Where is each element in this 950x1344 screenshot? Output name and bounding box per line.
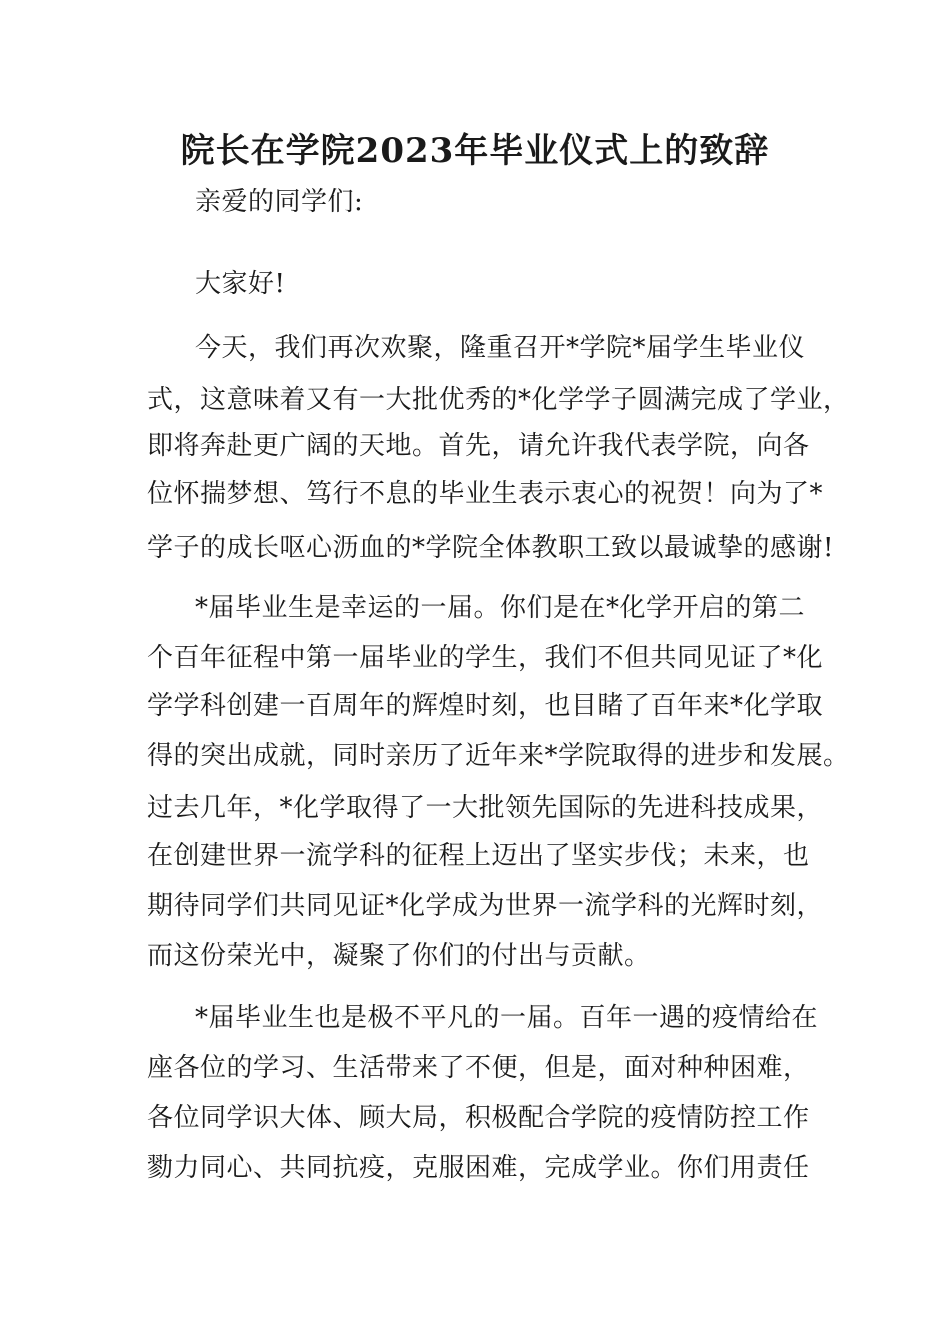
document-title: 院长在学院2023年毕业仪式上的致辞 xyxy=(180,131,770,171)
paragraph-line: 即将奔赴更广阔的天地。首先，请允许我代表学院，向各 xyxy=(147,431,810,461)
paragraph-line: 过去几年，*化学取得了一大批领先国际的先进科技成果， xyxy=(147,793,824,823)
paragraph-line: 式，这意味着又有一大批优秀的*化学学子圆满完成了学业， xyxy=(147,385,850,415)
paragraph-line: 个百年征程中第一届毕业的学生，我们不但共同见证了*化 xyxy=(147,643,824,673)
paragraph-line: 座各位的学习、生活带来了不便，但是，面对种种困难， xyxy=(147,1053,810,1083)
paragraph-line: *届毕业生也是极不平凡的一届。百年一遇的疫情给在 xyxy=(195,1003,819,1033)
paragraph-line: 各位同学识大体、顾大局，积极配合学院的疫情防控工作 xyxy=(147,1103,810,1133)
paragraph-line: 得的突出成就，同时亲历了近年来*学院取得的进步和发展。 xyxy=(147,741,850,771)
paragraph-line: 而这份荣光中，凝聚了你们的付出与贡献。 xyxy=(147,941,651,971)
paragraph-line: 期待同学们共同见证*化学成为世界一流学科的光辉时刻， xyxy=(147,891,824,921)
paragraph-line: 学学科创建一百周年的辉煌时刻，也目睹了百年来*化学取 xyxy=(147,691,824,721)
greeting-line: 大家好! xyxy=(195,269,286,299)
paragraph-line: 今天，我们再次欢聚，隆重召开*学院*届学生毕业仪 xyxy=(195,333,806,363)
paragraph-line: *届毕业生是幸运的一届。你们是在*化学开启的第二 xyxy=(195,593,806,623)
greeting-line: 亲爱的同学们: xyxy=(195,187,364,217)
paragraph-line: 在创建世界一流学科的征程上迈出了坚实步伐；未来，也 xyxy=(147,841,810,871)
paragraph-line: 位怀揣梦想、笃行不息的毕业生表示衷心的祝贺！向为了* xyxy=(147,479,824,509)
paragraph-line: 勠力同心、共同抗疫，克服困难，完成学业。你们用责任 xyxy=(147,1153,810,1183)
paragraph-line: 学子的成长呕心沥血的*学院全体教职工致以最诚挚的感谢! xyxy=(147,533,834,563)
